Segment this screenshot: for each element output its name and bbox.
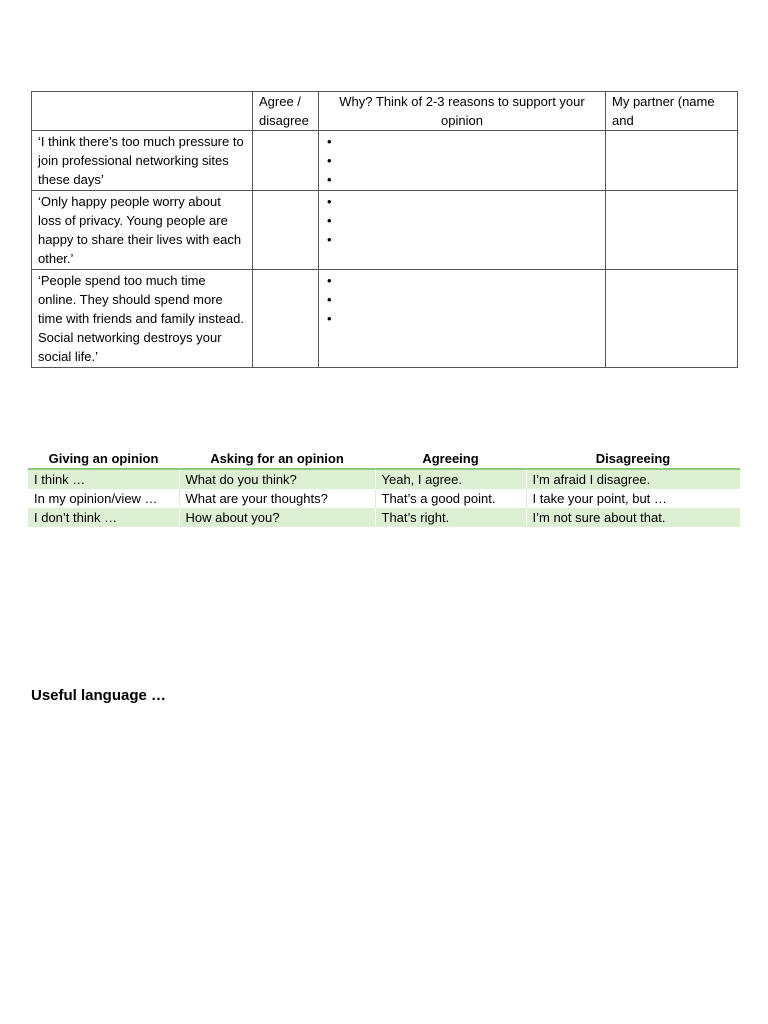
agree-cell[interactable]	[253, 131, 319, 191]
reason-item	[325, 192, 599, 211]
opinion-row	[32, 191, 738, 270]
bullet: •	[327, 311, 332, 326]
bullet: •	[327, 213, 332, 228]
phrase-cell: I think …	[28, 469, 179, 489]
bullet: •	[327, 153, 332, 168]
partner-cell[interactable]	[606, 191, 738, 270]
opinion-row	[32, 131, 738, 191]
opinion-row	[32, 270, 738, 368]
header-giving-opinion: Giving an opinion	[28, 449, 179, 469]
header-partner: My partner (name and	[606, 92, 738, 131]
phrase-cell: Yeah, I agree.	[375, 469, 526, 489]
language-row	[28, 489, 740, 508]
phrase-cell: I’m not sure about that.	[526, 508, 740, 527]
phrase-cell: In my opinion/view …	[28, 489, 179, 508]
reason-item	[325, 132, 599, 151]
statement-cell: ‘People spend too much time online. They should spend more time with friends and family instead. Social networking destroys your social life.’	[32, 270, 253, 368]
statement-cell: ‘Only happy people worry about loss of privacy. Young people are happy to share their lives with each other.’	[32, 191, 253, 270]
bullet: •	[327, 172, 332, 187]
language-row	[28, 469, 740, 489]
reasons-cell[interactable]	[319, 191, 606, 270]
reason-item	[325, 211, 599, 230]
bullet: •	[327, 292, 332, 307]
language-row	[28, 508, 740, 527]
agree-cell[interactable]	[253, 191, 319, 270]
reason-item	[325, 230, 599, 249]
bullet: •	[327, 134, 332, 149]
phrase-cell: I take your point, but …	[526, 489, 740, 508]
phrase-cell: That’s a good point.	[375, 489, 526, 508]
reasons-list	[325, 131, 599, 189]
header-agree-disagree: Agree / disagree	[253, 92, 319, 131]
phrase-cell: What are your thoughts?	[179, 489, 375, 508]
header-disagreeing: Disagreeing	[526, 449, 740, 469]
statement-cell: ‘I think there’s too much pressure to join professional networking sites these days’	[32, 131, 253, 191]
phrase-cell: What do you think?	[179, 469, 375, 489]
opinion-table	[31, 91, 738, 368]
header-asking-opinion: Asking for an opinion	[179, 449, 375, 469]
phrase-cell: How about you?	[179, 508, 375, 527]
reason-item	[325, 271, 599, 290]
phrase-cell: That’s right.	[375, 508, 526, 527]
reason-item	[325, 309, 599, 328]
language-header-row	[28, 449, 740, 469]
bullet: •	[327, 273, 332, 288]
agree-cell[interactable]	[253, 270, 319, 368]
bullet: •	[327, 232, 332, 247]
phrase-cell: I’m afraid I disagree.	[526, 469, 740, 489]
header-agreeing: Agreeing	[375, 449, 526, 469]
reasons-cell[interactable]	[319, 131, 606, 191]
reasons-list	[325, 270, 599, 328]
header-statement	[32, 92, 253, 131]
partner-cell[interactable]	[606, 131, 738, 191]
opinion-table-header-row	[32, 92, 738, 131]
reason-item	[325, 290, 599, 309]
bullet: •	[327, 194, 332, 209]
reason-item	[325, 170, 599, 189]
reasons-cell[interactable]	[319, 270, 606, 368]
useful-language-heading: Useful language …	[31, 687, 167, 704]
phrase-cell: I don’t think …	[28, 508, 179, 527]
reasons-list	[325, 191, 599, 249]
reason-item	[325, 151, 599, 170]
useful-language-table	[28, 449, 740, 527]
partner-cell[interactable]	[606, 270, 738, 368]
header-why: Why? Think of 2-3 reasons to support your opinion	[319, 92, 606, 131]
